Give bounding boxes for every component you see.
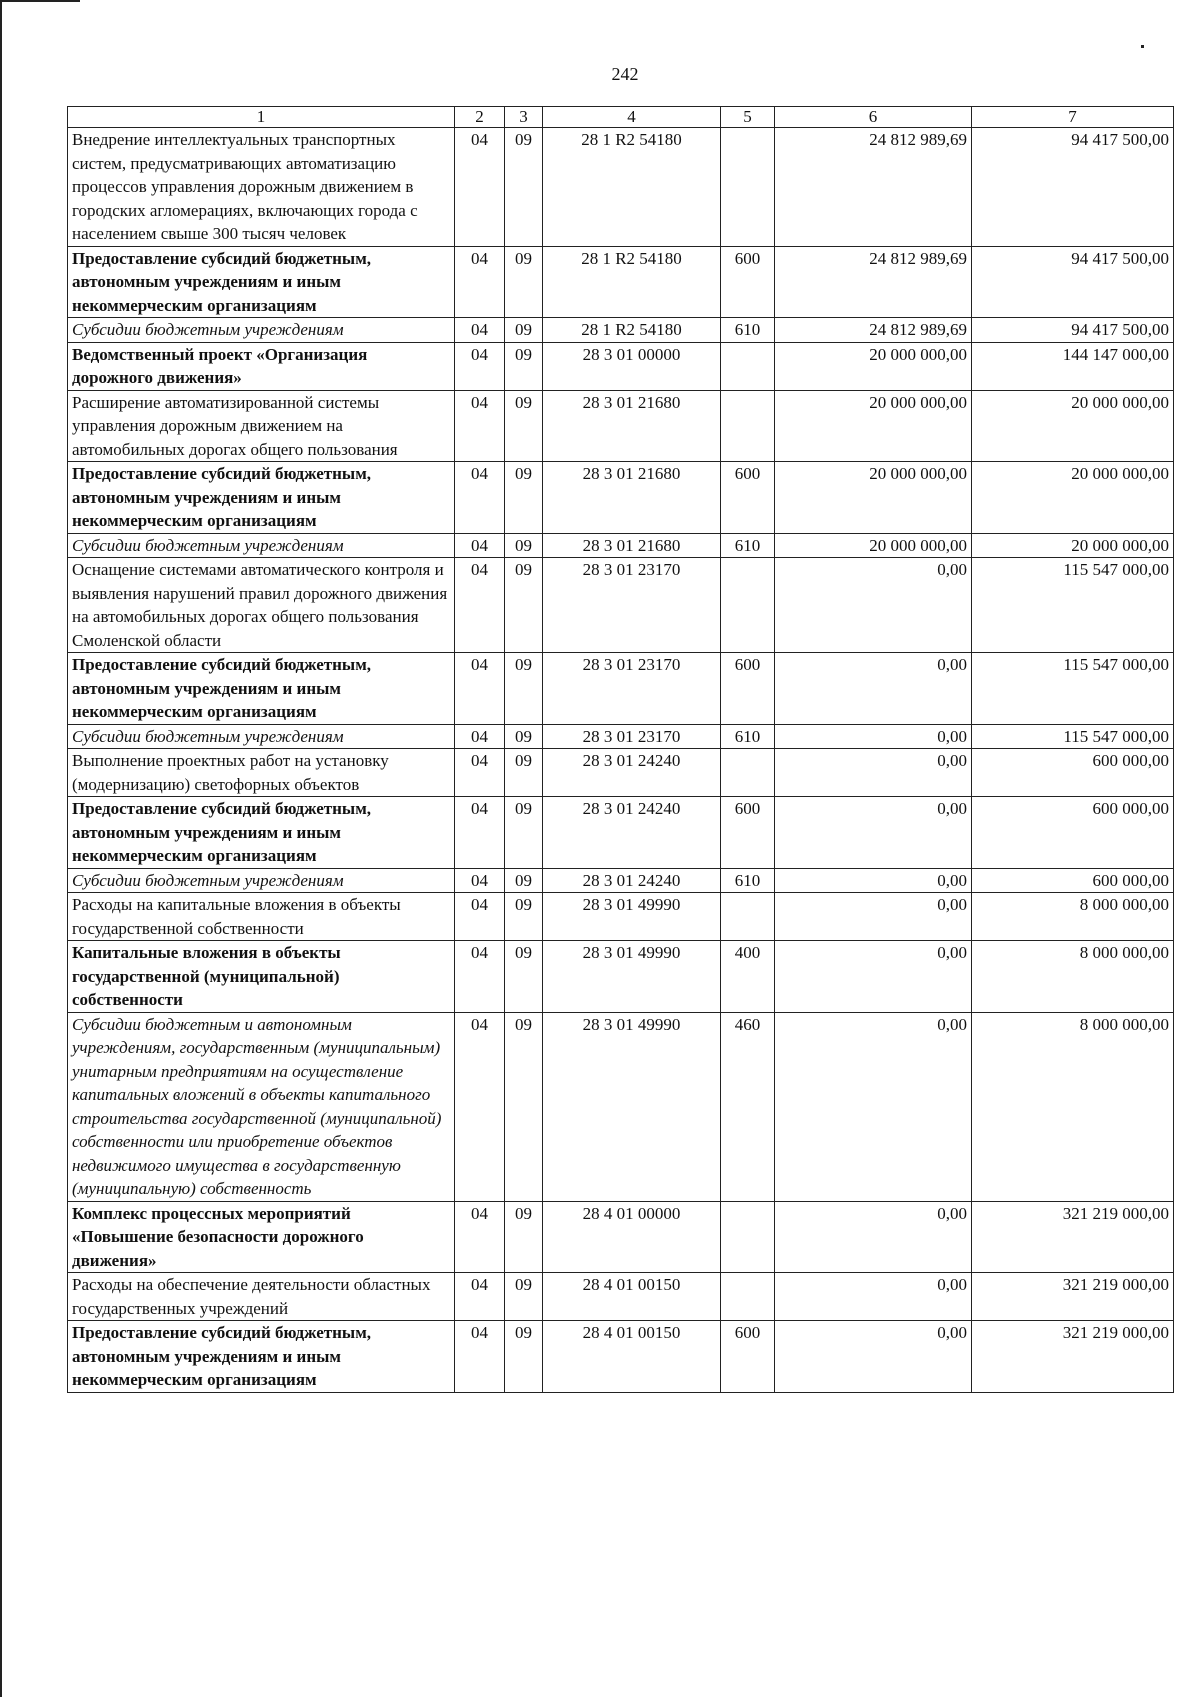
row-expense-type: 610 xyxy=(721,318,775,343)
row-amount-year-1: 0,00 xyxy=(775,868,972,893)
row-section-code: 04 xyxy=(455,558,505,653)
row-amount-year-2: 321 219 000,00 xyxy=(972,1321,1174,1393)
row-target-code: 28 4 01 00150 xyxy=(543,1273,721,1321)
row-amount-year-1: 24 812 989,69 xyxy=(775,128,972,247)
scan-dot xyxy=(1141,45,1144,48)
row-expense-type xyxy=(721,893,775,941)
row-expense-type xyxy=(721,1201,775,1273)
row-expense-type: 600 xyxy=(721,653,775,725)
row-expense-type xyxy=(721,558,775,653)
table-row xyxy=(68,533,1174,558)
table-row xyxy=(68,749,1174,797)
header-col-6: 6 xyxy=(775,107,972,128)
row-expense-type: 400 xyxy=(721,941,775,1013)
row-name-cell: Выполнение проектных работ на установку (модернизацию) светофорных объектов xyxy=(68,749,455,797)
row-section-code: 04 xyxy=(455,797,505,869)
row-expense-type: 600 xyxy=(721,1321,775,1393)
row-amount-year-1: 0,00 xyxy=(775,893,972,941)
row-subsection-code: 09 xyxy=(505,462,543,534)
row-name-cell: Субсидии бюджетным учреждениям xyxy=(68,533,455,558)
row-amount-year-1: 0,00 xyxy=(775,749,972,797)
row-amount-year-2: 115 547 000,00 xyxy=(972,724,1174,749)
row-amount-year-1: 0,00 xyxy=(775,1321,972,1393)
row-target-code: 28 3 01 24240 xyxy=(543,749,721,797)
page-number: 242 xyxy=(611,64,639,84)
row-section-code: 04 xyxy=(455,128,505,247)
row-target-code: 28 3 01 49990 xyxy=(543,941,721,1013)
row-subsection-code: 09 xyxy=(505,1321,543,1393)
row-name-cell: Субсидии бюджетным и автономным учреждениям, государственным (муниципальным) унитарным предприятиям на осуществление капитальных вложений в объекты капитального строительства государственной (муниципальной) собственности или приобретение объектов недвижимого имущества в государственную (муниципальную) собственность xyxy=(68,1012,455,1201)
header-row xyxy=(68,107,1174,128)
row-expense-type: 610 xyxy=(721,724,775,749)
row-amount-year-1: 0,00 xyxy=(775,558,972,653)
row-amount-year-1: 20 000 000,00 xyxy=(775,342,972,390)
row-target-code: 28 1 R2 54180 xyxy=(543,128,721,247)
row-section-code: 04 xyxy=(455,868,505,893)
row-name-cell: Внедрение интеллектуальных транспортных систем, предусматривающих автоматизацию процессов управления дорожным движением в городских агломерациях, включающих города с населением свыше 300 тысяч человек xyxy=(68,128,455,247)
row-target-code: 28 3 01 49990 xyxy=(543,1012,721,1201)
row-name-cell: Расходы на обеспечение деятельности областных государственных учреждений xyxy=(68,1273,455,1321)
row-subsection-code: 09 xyxy=(505,342,543,390)
row-subsection-code: 09 xyxy=(505,533,543,558)
row-subsection-code: 09 xyxy=(505,1201,543,1273)
row-amount-year-2: 94 417 500,00 xyxy=(972,246,1174,318)
table-row xyxy=(68,941,1174,1013)
row-subsection-code: 09 xyxy=(505,558,543,653)
row-name-cell: Расходы на капитальные вложения в объекты государственной собственности xyxy=(68,893,455,941)
row-section-code: 04 xyxy=(455,1321,505,1393)
row-section-code: 04 xyxy=(455,749,505,797)
row-target-code: 28 3 01 23170 xyxy=(543,653,721,725)
row-subsection-code: 09 xyxy=(505,724,543,749)
row-amount-year-2: 321 219 000,00 xyxy=(972,1201,1174,1273)
row-target-code: 28 4 01 00000 xyxy=(543,1201,721,1273)
row-section-code: 04 xyxy=(455,342,505,390)
table-row xyxy=(68,318,1174,343)
table-row xyxy=(68,128,1174,247)
row-expense-type: 610 xyxy=(721,533,775,558)
row-subsection-code: 09 xyxy=(505,868,543,893)
row-expense-type xyxy=(721,1273,775,1321)
row-expense-type: 600 xyxy=(721,797,775,869)
row-amount-year-2: 321 219 000,00 xyxy=(972,1273,1174,1321)
scan-edge-line xyxy=(0,0,2,1697)
header-col-2: 2 xyxy=(455,107,505,128)
row-subsection-code: 09 xyxy=(505,653,543,725)
row-subsection-code: 09 xyxy=(505,390,543,462)
row-name-cell: Предоставление субсидий бюджетным, автономным учреждениям и иным некоммерческим организациям xyxy=(68,1321,455,1393)
table-row xyxy=(68,246,1174,318)
budget-table xyxy=(67,106,1174,1393)
row-subsection-code: 09 xyxy=(505,1012,543,1201)
row-expense-type: 460 xyxy=(721,1012,775,1201)
row-section-code: 04 xyxy=(455,941,505,1013)
row-amount-year-1: 0,00 xyxy=(775,797,972,869)
row-expense-type: 610 xyxy=(721,868,775,893)
row-section-code: 04 xyxy=(455,1273,505,1321)
row-section-code: 04 xyxy=(455,893,505,941)
row-target-code: 28 3 01 24240 xyxy=(543,868,721,893)
row-amount-year-2: 600 000,00 xyxy=(972,868,1174,893)
row-amount-year-2: 94 417 500,00 xyxy=(972,318,1174,343)
row-subsection-code: 09 xyxy=(505,749,543,797)
row-amount-year-1: 0,00 xyxy=(775,724,972,749)
row-name-cell: Комплекс процессных мероприятий «Повышение безопасности дорожного движения» xyxy=(68,1201,455,1273)
table-row xyxy=(68,1012,1174,1201)
row-subsection-code: 09 xyxy=(505,893,543,941)
row-target-code: 28 3 01 49990 xyxy=(543,893,721,941)
row-amount-year-1: 0,00 xyxy=(775,653,972,725)
row-target-code: 28 3 01 23170 xyxy=(543,724,721,749)
table-row xyxy=(68,1273,1174,1321)
table-row xyxy=(68,342,1174,390)
table-row xyxy=(68,1321,1174,1393)
row-section-code: 04 xyxy=(455,533,505,558)
table-row xyxy=(68,558,1174,653)
row-target-code: 28 1 R2 54180 xyxy=(543,318,721,343)
row-name-cell: Расширение автоматизированной системы управления дорожным движением на автомобильных дорогах общего пользования xyxy=(68,390,455,462)
row-subsection-code: 09 xyxy=(505,797,543,869)
row-target-code: 28 3 01 21680 xyxy=(543,533,721,558)
row-section-code: 04 xyxy=(455,1201,505,1273)
row-name-cell: Капитальные вложения в объекты государственной (муниципальной) собственности xyxy=(68,941,455,1013)
row-section-code: 04 xyxy=(455,390,505,462)
row-amount-year-2: 20 000 000,00 xyxy=(972,390,1174,462)
row-target-code: 28 1 R2 54180 xyxy=(543,246,721,318)
row-subsection-code: 09 xyxy=(505,318,543,343)
row-amount-year-2: 20 000 000,00 xyxy=(972,533,1174,558)
row-name-cell: Ведомственный проект «Организация дорожного движения» xyxy=(68,342,455,390)
row-name-cell: Предоставление субсидий бюджетным, автономным учреждениям и иным некоммерческим организациям xyxy=(68,797,455,869)
table-row xyxy=(68,653,1174,725)
row-section-code: 04 xyxy=(455,462,505,534)
header-col-1: 1 xyxy=(68,107,455,128)
row-amount-year-2: 600 000,00 xyxy=(972,749,1174,797)
table-row xyxy=(68,797,1174,869)
row-amount-year-2: 115 547 000,00 xyxy=(972,558,1174,653)
row-name-cell: Субсидии бюджетным учреждениям xyxy=(68,318,455,343)
row-target-code: 28 3 01 24240 xyxy=(543,797,721,869)
row-amount-year-1: 0,00 xyxy=(775,1273,972,1321)
row-amount-year-2: 8 000 000,00 xyxy=(972,893,1174,941)
row-target-code: 28 3 01 23170 xyxy=(543,558,721,653)
row-target-code: 28 4 01 00150 xyxy=(543,1321,721,1393)
row-amount-year-2: 115 547 000,00 xyxy=(972,653,1174,725)
row-target-code: 28 3 01 00000 xyxy=(543,342,721,390)
row-subsection-code: 09 xyxy=(505,1273,543,1321)
row-name-cell: Предоставление субсидий бюджетным, автономным учреждениям и иным некоммерческим организациям xyxy=(68,246,455,318)
row-amount-year-2: 20 000 000,00 xyxy=(972,462,1174,534)
row-subsection-code: 09 xyxy=(505,128,543,247)
row-expense-type xyxy=(721,342,775,390)
row-amount-year-1: 0,00 xyxy=(775,941,972,1013)
row-section-code: 04 xyxy=(455,246,505,318)
table-row xyxy=(68,390,1174,462)
row-name-cell: Предоставление субсидий бюджетным, автономным учреждениям и иным некоммерческим организациям xyxy=(68,653,455,725)
row-target-code: 28 3 01 21680 xyxy=(543,462,721,534)
row-subsection-code: 09 xyxy=(505,246,543,318)
row-expense-type: 600 xyxy=(721,246,775,318)
row-name-cell: Оснащение системами автоматического контроля и выявления нарушений правил дорожного движения на автомобильных дорогах общего пользования Смоленской области xyxy=(68,558,455,653)
row-section-code: 04 xyxy=(455,724,505,749)
table-row xyxy=(68,462,1174,534)
table-row xyxy=(68,1201,1174,1273)
row-name-cell: Предоставление субсидий бюджетным, автономным учреждениям и иным некоммерческим организациям xyxy=(68,462,455,534)
header-col-7: 7 xyxy=(972,107,1174,128)
row-amount-year-2: 600 000,00 xyxy=(972,797,1174,869)
row-amount-year-1: 20 000 000,00 xyxy=(775,462,972,534)
row-target-code: 28 3 01 21680 xyxy=(543,390,721,462)
row-expense-type: 600 xyxy=(721,462,775,534)
row-section-code: 04 xyxy=(455,1012,505,1201)
header-col-5: 5 xyxy=(721,107,775,128)
row-expense-type xyxy=(721,749,775,797)
header-col-3: 3 xyxy=(505,107,543,128)
header-col-4: 4 xyxy=(543,107,721,128)
row-expense-type xyxy=(721,390,775,462)
table-row xyxy=(68,724,1174,749)
row-subsection-code: 09 xyxy=(505,941,543,1013)
row-name-cell: Субсидии бюджетным учреждениям xyxy=(68,868,455,893)
row-amount-year-2: 8 000 000,00 xyxy=(972,1012,1174,1201)
row-amount-year-2: 144 147 000,00 xyxy=(972,342,1174,390)
row-amount-year-1: 24 812 989,69 xyxy=(775,246,972,318)
row-amount-year-1: 0,00 xyxy=(775,1012,972,1201)
row-amount-year-1: 20 000 000,00 xyxy=(775,390,972,462)
row-amount-year-1: 0,00 xyxy=(775,1201,972,1273)
table-row xyxy=(68,893,1174,941)
row-amount-year-1: 20 000 000,00 xyxy=(775,533,972,558)
row-amount-year-2: 94 417 500,00 xyxy=(972,128,1174,247)
table-row xyxy=(68,868,1174,893)
row-section-code: 04 xyxy=(455,653,505,725)
row-section-code: 04 xyxy=(455,318,505,343)
row-amount-year-1: 24 812 989,69 xyxy=(775,318,972,343)
row-name-cell: Субсидии бюджетным учреждениям xyxy=(68,724,455,749)
row-expense-type xyxy=(721,128,775,247)
row-amount-year-2: 8 000 000,00 xyxy=(972,941,1174,1013)
scan-top-line xyxy=(0,0,80,2)
